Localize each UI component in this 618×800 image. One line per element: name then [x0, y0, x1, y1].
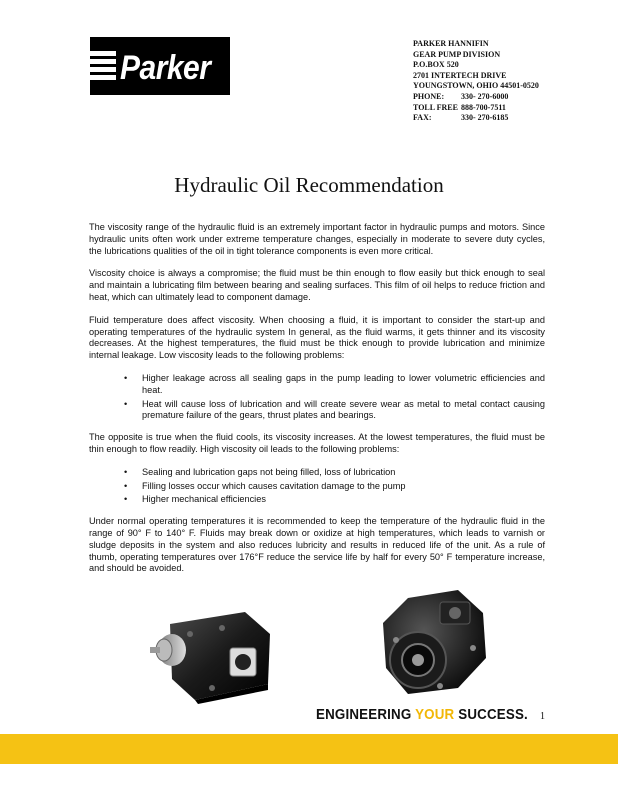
bullet-icon: • — [124, 398, 128, 409]
logo-stripe — [90, 67, 116, 72]
contact-fax — [413, 113, 539, 124]
address-line: 2701 INTERTECH DRIVE — [413, 70, 507, 80]
gear-pump-image — [150, 604, 275, 704]
paragraph: The viscosity range of the hydraulic fluid is an extremely important factor in hydraulic pumps and motors. Since hydraulic units often work under extreme temperature changes, especially in moderate to severe duty cycles, the lubrications qualities of the oil in tight tolerance components is even more critical. — [89, 222, 545, 256]
gear-motor-image — [378, 588, 493, 698]
high-viscosity-list — [89, 467, 545, 506]
logo-wordmark: Parker — [120, 49, 211, 87]
list-item-text: Heat will cause loss of lubrication and will create severe wear as metal to metal contact causing premature failure of the gears, thrust plates and bearings. — [142, 398, 545, 421]
footer-tagline — [316, 707, 528, 723]
contact-value: 330- 270-6000 — [461, 91, 509, 101]
list-item — [89, 481, 545, 493]
address-line: P.O.BOX 520 — [413, 60, 459, 70]
address-block — [413, 39, 539, 124]
tagline-text: SUCCESS. — [454, 707, 528, 723]
page-number: 1 — [540, 711, 545, 722]
logo-stripe — [90, 51, 116, 56]
contact-label: PHONE: — [413, 91, 445, 101]
footer-accent-band — [0, 734, 618, 764]
list-item — [89, 494, 545, 506]
logo-stripe — [90, 59, 116, 64]
contact-phone — [413, 92, 539, 103]
address-line: PARKER HANNIFIN — [413, 39, 489, 48]
document-body — [89, 222, 545, 586]
list-item-text: Higher leakage across all sealing gaps in the pump leading to lower volumetric efficiencies and heat. — [142, 372, 545, 395]
tagline-text: ENGINEERING — [316, 707, 416, 723]
paragraph: Under normal operating temperatures it is recommended to keep the temperature of the hydraulic fluid in the range of 90° F to 140° F. Fluids may break down or oxidize at high temperatures, which leads to varnish or sludge deposits in the system and also reduces lubricity and results in reduced life of the unit. As a rule of thumb, operating temperatures over 176°F reduce the service life by half for every 50° F temperature increase, and should be avoided. — [89, 516, 545, 574]
list-item — [89, 373, 545, 397]
tagline-accent: YOUR — [415, 707, 455, 723]
address-line: GEAR PUMP DIVISION — [413, 49, 501, 59]
contact-label: FAX: — [413, 113, 432, 123]
paragraph: The opposite is true when the fluid cools, its viscosity increases. At the lowest temperatures, the fluid must be thin enough to flow readily. High viscosity oil leads to the following problems: — [89, 432, 545, 454]
low-viscosity-list — [89, 373, 545, 422]
bullet-icon: • — [124, 494, 128, 505]
list-item — [89, 467, 545, 479]
bullet-icon: • — [124, 480, 128, 491]
contact-label: TOLL FREE — [413, 102, 458, 112]
page-title: Hydraulic Oil Recommendation — [174, 173, 444, 197]
paragraph: Viscosity choice is always a compromise; the fluid must be thin enough to flow easily but thick enough to seal and maintain a lubricating film between bearing and sealing surfaces. This film of oil helps to reduce friction and heat, which can ultimately lead to component damage. — [89, 268, 545, 302]
contact-toll-free — [413, 103, 539, 114]
paragraph: Fluid temperature does affect viscosity. When choosing a fluid, it is important to consider the start-up and operating temperatures of the hydraulic system In general, as the fluid warms, it gets thinner and its viscosity decreases. At the highest temperatures, the fluid must be thick enough to provide lubrication and minimize internal leakage. Low viscosity leads to the following problems: — [89, 314, 545, 361]
list-item-text: Higher mechanical efficiencies — [142, 494, 266, 505]
list-item-text: Sealing and lubrication gaps not being filled, loss of lubrication — [142, 466, 396, 477]
logo-stripe — [90, 75, 116, 80]
list-item-text: Filling losses occur which causes cavitation damage to the pump — [142, 480, 406, 491]
list-item — [89, 399, 545, 423]
contact-value: 888-700-7511 — [461, 102, 506, 112]
bullet-icon: • — [124, 466, 128, 477]
parker-logo — [90, 37, 230, 95]
bullet-icon: • — [124, 372, 128, 383]
address-line: YOUNGSTOWN, OHIO 44501-0520 — [413, 81, 539, 91]
contact-value: 330- 270-6185 — [461, 113, 509, 123]
